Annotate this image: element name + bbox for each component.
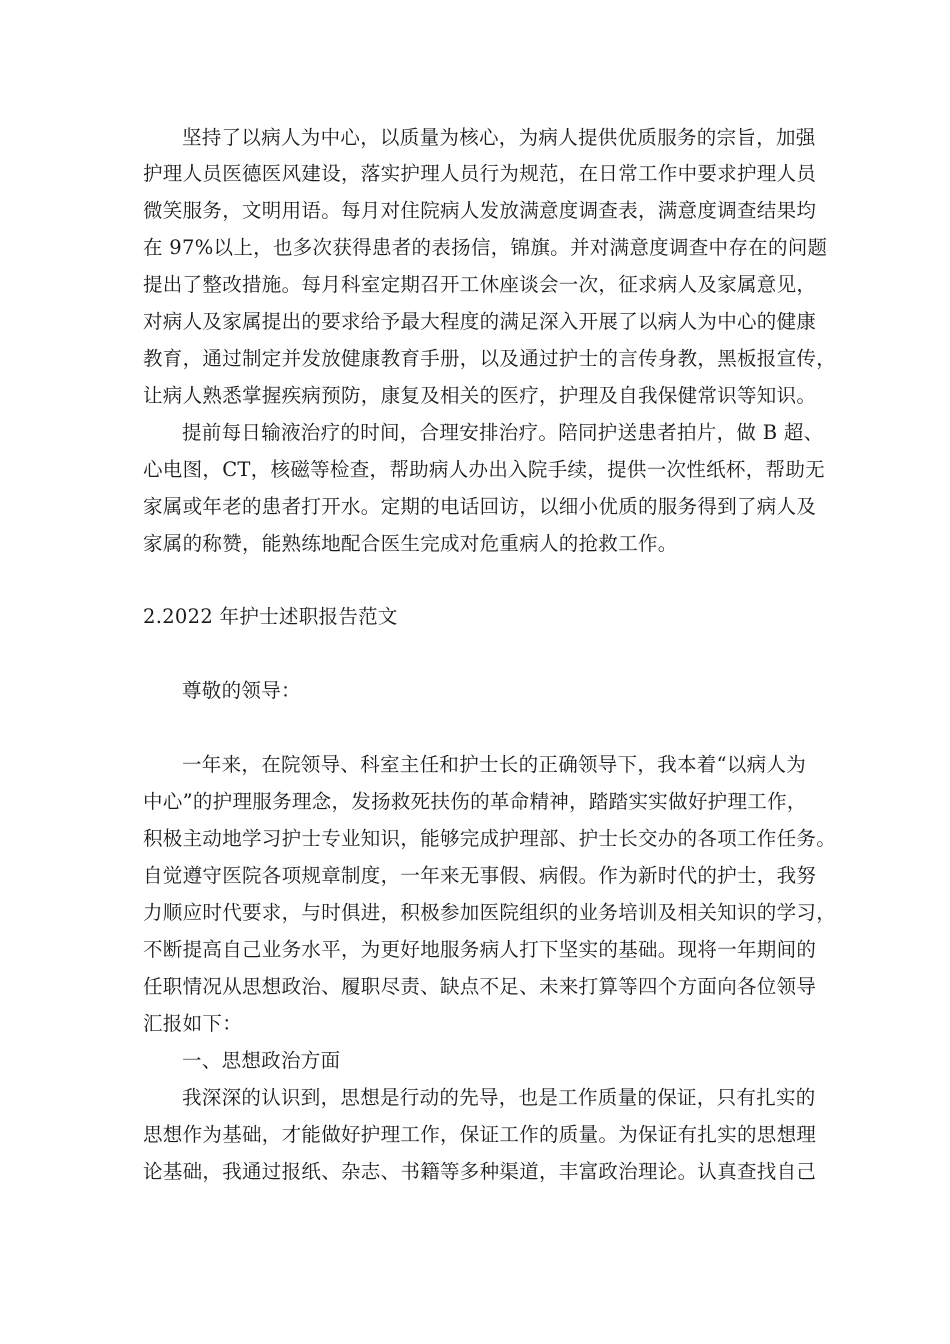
paragraph-line: 我深深的认识到，思想是行动的先导，也是工作质量的保证，只有扎实的	[182, 1086, 816, 1109]
paragraph-line: 提前每日输液治疗的时间，合理安排治疗。陪同护送患者拍片，做 B 超、	[182, 421, 824, 444]
salutation: 尊敬的领导：	[182, 679, 301, 702]
paragraph-line: 思想作为基础，才能做好护理工作，保证工作的质量。为保证有扎实的思想理	[143, 1123, 817, 1146]
section-heading: 2.2022 年护士述职报告范文	[143, 605, 398, 628]
paragraph-line: 坚持了以病人为中心，以质量为核心，为病人提供优质服务的宗旨，加强	[182, 126, 816, 149]
paragraph-line: 论基础，我通过报纸、杂志、书籍等多种渠道，丰富政治理论。认真查找自己	[143, 1160, 817, 1183]
paragraph-line: 自觉遵守医院各项规章制度，一年来无事假、病假。作为新时代的护士，我努	[143, 864, 817, 887]
paragraph-line: 教育，通过制定并发放健康教育手册，以及通过护士的言传身教，黑板报宣传，	[143, 347, 837, 370]
paragraph-line: 一年来，在院领导、科室主任和护士长的正确领导下，我本着“以病人为	[182, 753, 807, 776]
paragraph-line: 让病人熟悉掌握疾病预防，康复及相关的医疗，护理及自我保健常识等知识。	[143, 384, 817, 407]
paragraph-line: 任职情况从思想政治、履职尽责、缺点不足、未来打算等四个方面向各位领导	[143, 975, 817, 998]
paragraph-line: 中心”的护理服务理念，发扬救死扶伤的革命精神，踏踏实实做好护理工作，	[143, 790, 807, 813]
paragraph-line: 家属或年老的患者打开水。定期的电话回访，以细小优质的服务得到了病人及	[143, 495, 817, 518]
paragraph-line: 对病人及家属提出的要求给予最大程度的满足深入开展了以病人为中心的健康	[143, 310, 817, 333]
paragraph-line: 汇报如下：	[143, 1012, 243, 1035]
paragraph-line: 家属的称赞，能熟练地配合医生完成对危重病人的抢救工作。	[143, 532, 678, 555]
paragraph-line: 力顺应时代要求，与时俱进，积极参加医院组织的业务培训及相关知识的学习，	[143, 901, 837, 924]
paragraph-line: 心电图，CT，核磁等检查，帮助病人办出入院手续，提供一次性纸杯，帮助无	[143, 458, 825, 481]
paragraph-line: 不断提高自己业务水平，为更好地服务病人打下坚实的基础。现将一年期间的	[143, 938, 817, 961]
paragraph-line: 护理人员医德医风建设，落实护理人员行为规范，在日常工作中要求护理人员	[143, 162, 817, 185]
paragraph-line: 积极主动地学习护士专业知识，能够完成护理部、护士长交办的各项工作任务。	[143, 827, 837, 850]
paragraph-line: 提出了整改措施。每月科室定期召开工休座谈会一次，征求病人及家属意见，	[143, 273, 817, 296]
paragraph-line: 在 97%以上，也多次获得患者的表扬信，锦旗。并对满意度调查中存在的问题	[143, 236, 828, 259]
paragraph-line: 微笑服务，文明用语。每月对住院病人发放满意度调查表，满意度调查结果均	[143, 199, 817, 222]
subheading: 一、思想政治方面	[182, 1049, 341, 1072]
